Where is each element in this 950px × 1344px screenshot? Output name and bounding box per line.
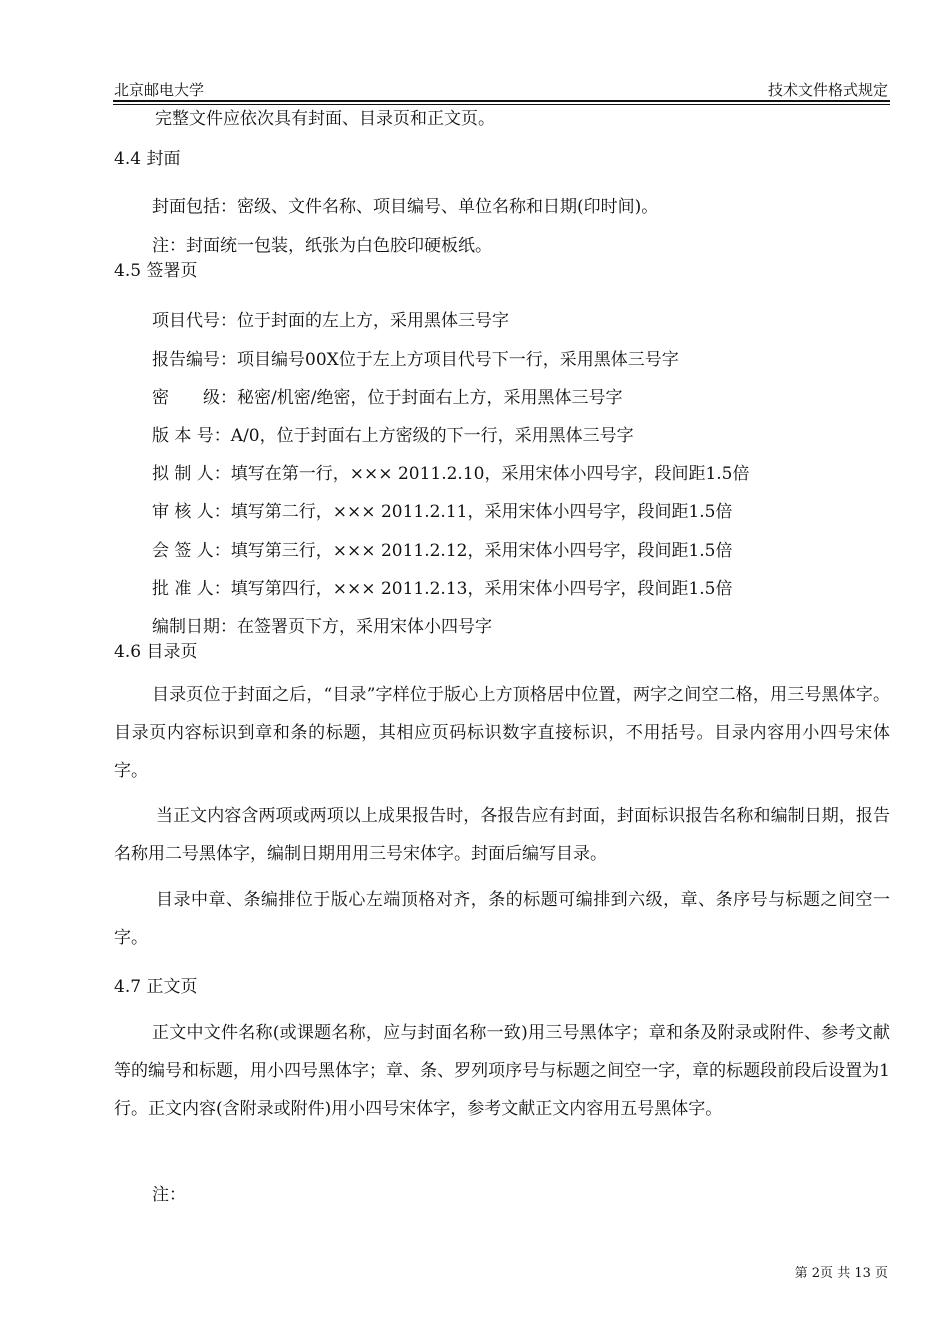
signature-item-project-code: 项目代号：位于封面的左上方，采用黑体三号字 (152, 311, 509, 331)
page-number: 第 2页 共 13 页 (794, 1266, 888, 1281)
intro-line: 完整文件应依次具有封面、目录页和正文页。 (155, 109, 495, 129)
signature-item-security-level: 密 级：秘密/机密/绝密，位于封面右上方，采用黑体三号字 (152, 388, 623, 408)
signature-item-countersigner: 会 签 人：填写第三行，××× 2011.2.12，采用宋体小四号字，段间距1.5倍 (152, 541, 733, 561)
section-4-6-paragraph-3: 目录中章、条编排位于版心左端顶格对齐，条的标题可编排到六级，章、条序号与标题之间空一字。 (114, 890, 890, 948)
section-4-5-heading: 4.5 签署页 (114, 261, 198, 281)
section-4-6-heading: 4.6 目录页 (114, 642, 198, 662)
signature-item-version: 版 本 号：A/0，位于封面右上方密级的下一行，采用黑体三号字 (152, 426, 634, 446)
section-4-7-heading: 4.7 正文页 (114, 977, 198, 997)
section-4-7-paragraph-1: 正文中文件名称(或课题名称，应与封面名称一致)用三号黑体字；章和条及附录或附件、参考文献等的编号和标题，用小四号黑体字；章、条、罗列项序号与标题之间空一字，章的标题段前段后设置为1行。正文内容(含附录或附件)用小四号宋体字，参考文献正文内容用五号黑体字。 (114, 1023, 890, 1119)
signature-item-approver: 批 准 人：填写第四行，××× 2011.2.13，采用宋体小四号字，段间距1.5倍 (152, 579, 733, 599)
header-right-title: 技术文件格式规定 (767, 81, 888, 99)
signature-item-report-number: 报告编号：项目编号00X位于左上方项目代号下一行，采用黑体三号字 (152, 350, 679, 370)
section-4-4-heading: 4.4 封面 (114, 149, 181, 169)
section-4-6-paragraph-1: 目录页位于封面之后，“目录”字样位于版心上方顶格居中位置，两字之间空二格，用三号黑体字。目录页内容标识到章和条的标题，其相应页码标识数字直接标识，不用括号。目录内容用小四号宋体字。 (114, 685, 890, 781)
signature-item-date: 编制日期：在签署页下方，采用宋体小四号字 (152, 617, 492, 637)
signature-item-drafter: 拟 制 人：填写在第一行，××× 2011.2.10，采用宋体小四号字，段间距1.5倍 (152, 464, 750, 484)
section-4-4-line1: 封面包括：密级、文件名称、项目编号、单位名称和日期(印时间)。 (152, 197, 659, 217)
header-left-title: 北京邮电大学 (114, 81, 205, 99)
header-rule-thick (113, 100, 890, 102)
section-4-7-note: 注： (152, 1185, 186, 1205)
signature-item-reviewer: 审 核 人：填写第二行，××× 2011.2.11，采用宋体小四号字，段间距1.5倍 (152, 502, 733, 522)
section-4-6-paragraph-2: 当正文内容含两项或两项以上成果报告时，各报告应有封面，封面标识报告名称和编制日期，报告名称用二号黑体字，编制日期用用三号宋体字。封面后编写目录。 (114, 806, 890, 864)
section-4-4-note: 注：封面统一包装，纸张为白色胶印硬板纸。 (152, 236, 492, 256)
